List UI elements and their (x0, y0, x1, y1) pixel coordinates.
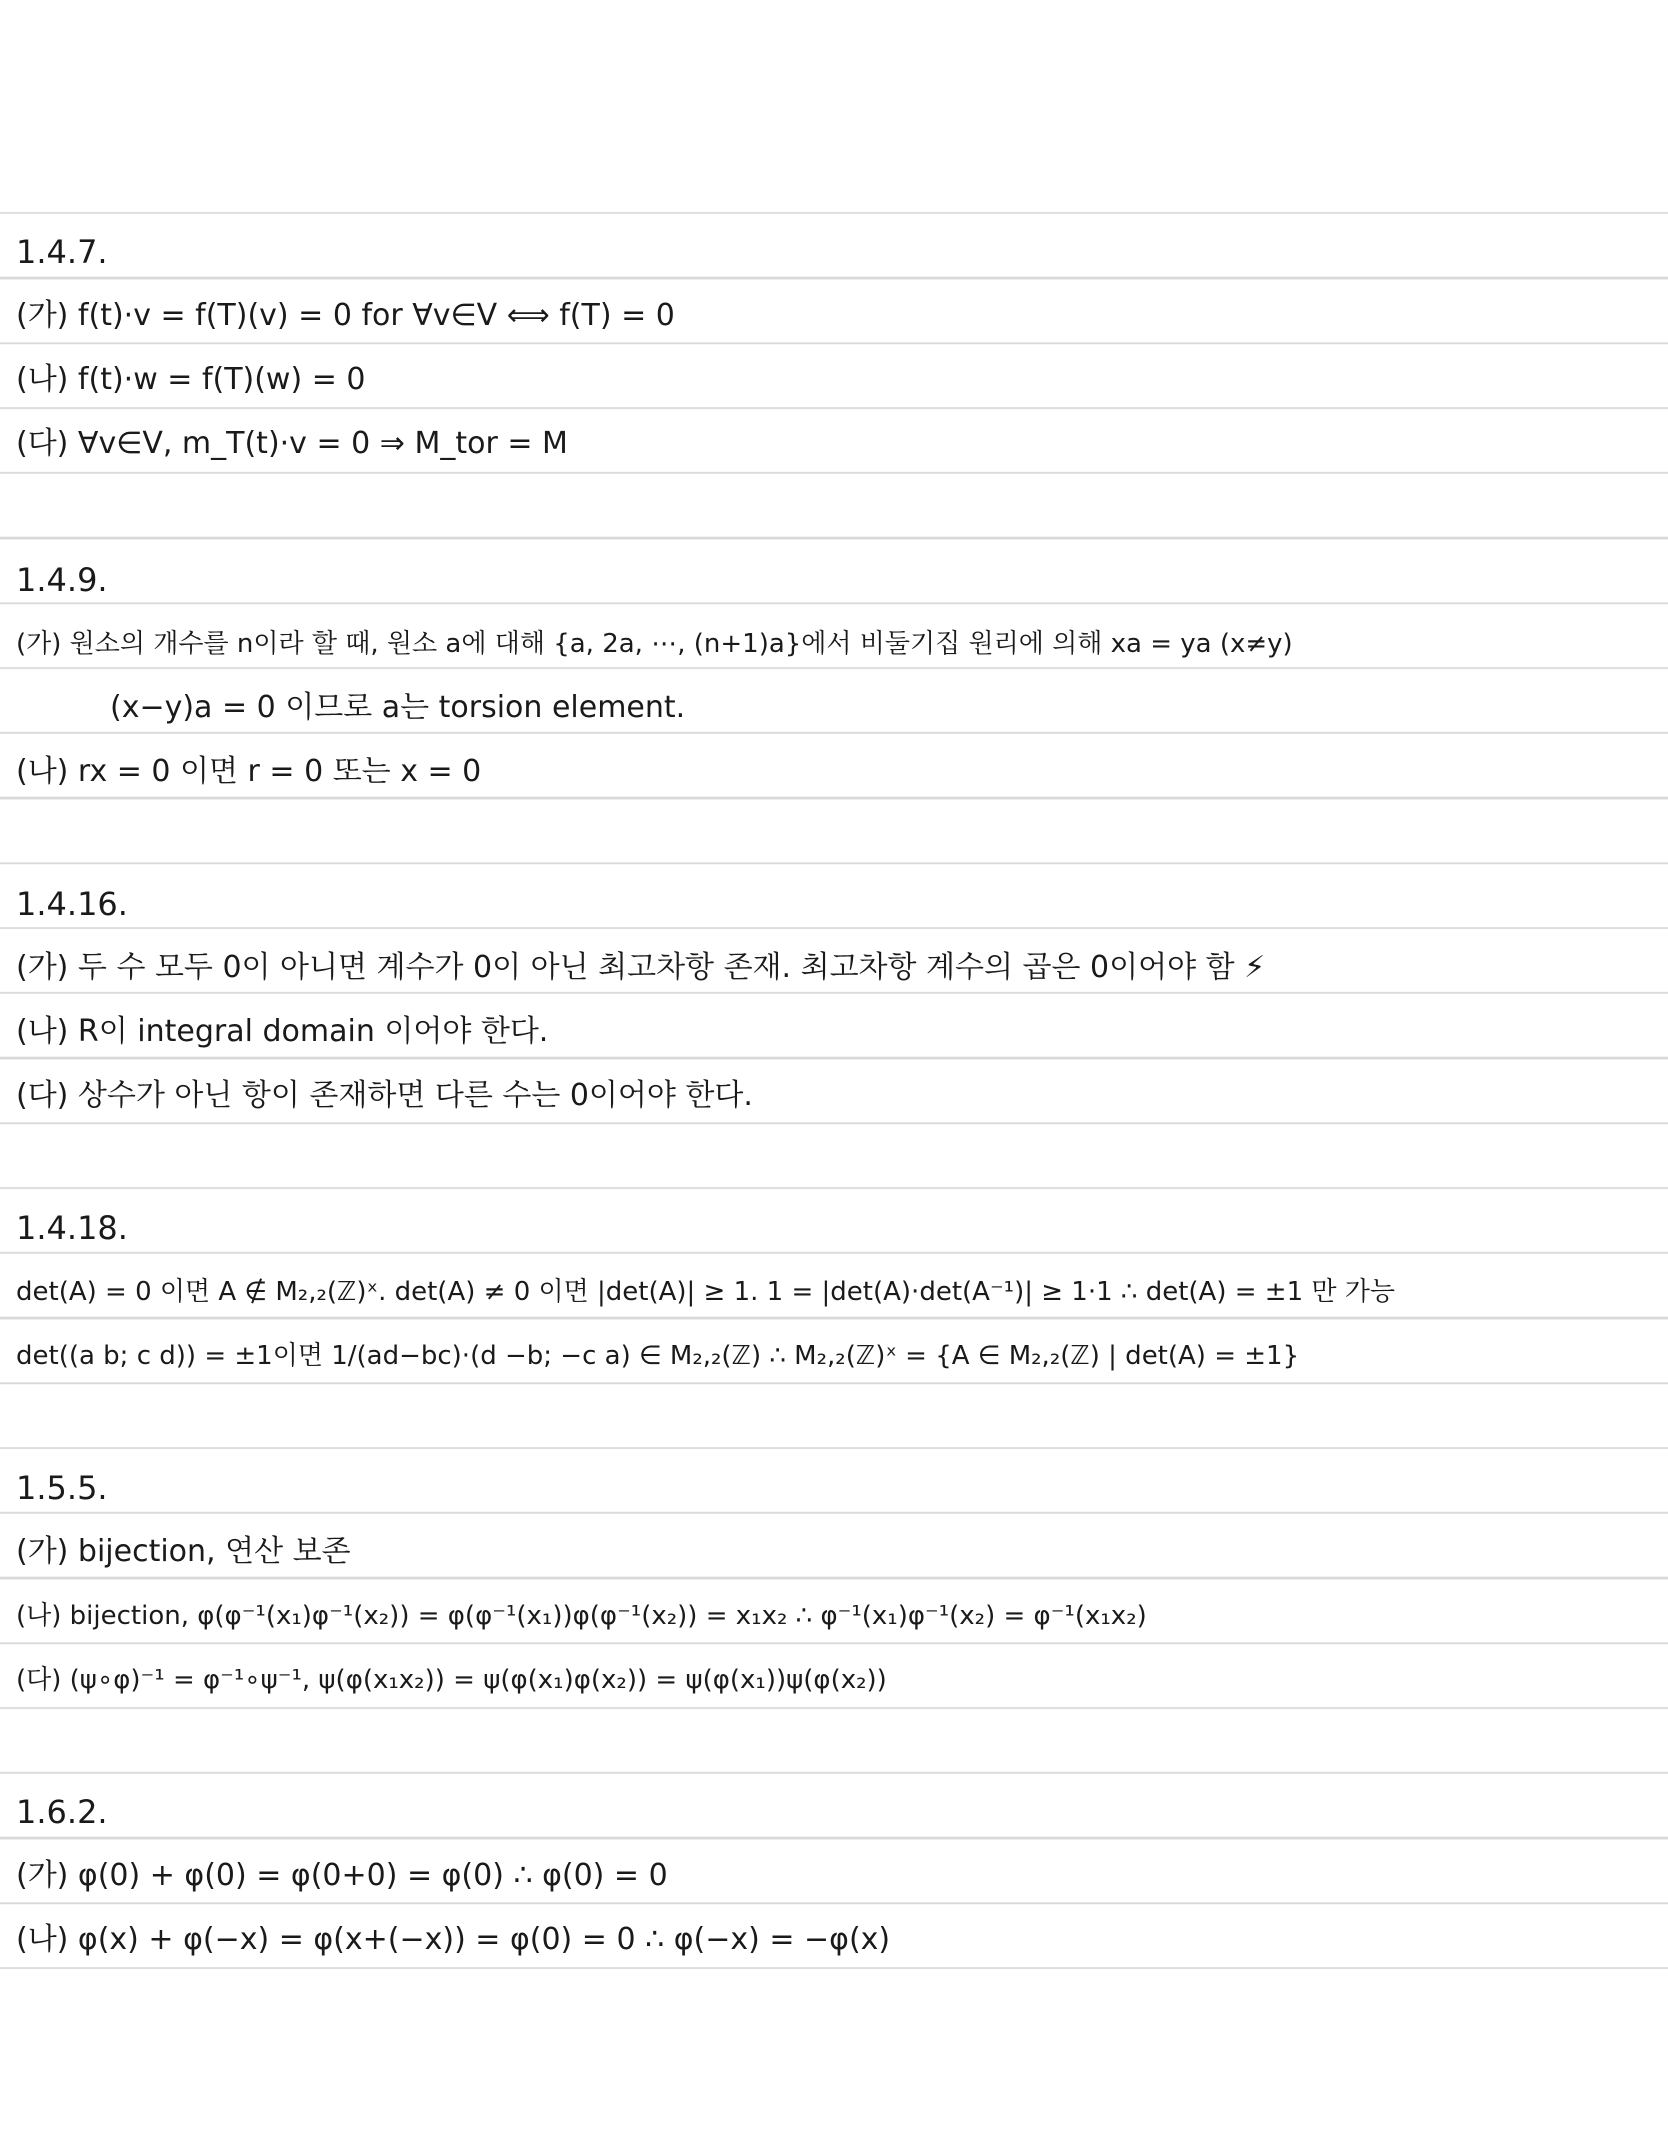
answer-line: (x−y)a = 0 이므로 a는 torsion element. (110, 690, 686, 725)
section-heading-1-4-7: 1.4.7. (16, 233, 108, 271)
answer-line: det((a b; c d)) = ±1이면 1/(ad−bc)·(d −b; −c a) ∈ M₂,₂(ℤ) ∴ M₂,₂(ℤ)ˣ = {A ∈ M₂,₂(ℤ) | det(A) = ±1} (16, 1341, 1300, 1371)
answer-line: (다) 상수가 아닌 항이 존재하면 다른 수는 0이어야 한다. (16, 1078, 753, 1113)
answer-line: (가) φ(0) + φ(0) = φ(0+0) = φ(0) ∴ φ(0) = 0 (16, 1858, 668, 1893)
answer-line: (나) f(t)·w = f(T)(w) = 0 (16, 362, 366, 397)
section-heading-1-6-2: 1.6.2. (16, 1793, 108, 1831)
answer-line: det(A) = 0 이면 A ∉ M₂,₂(ℤ)ˣ. det(A) ≠ 0 이면 |det(A)| ≥ 1. 1 = |det(A)·det(A⁻¹)| ≥ 1·1 ∴ det(A) = ±1 만 가능 (16, 1277, 1396, 1307)
answer-line: (나) φ(x) + φ(−x) = φ(x+(−x)) = φ(0) = 0 ∴ φ(−x) = −φ(x) (16, 1922, 891, 1957)
answer-line: (다) ∀v∈V, m_T(t)·v = 0 ⇒ M_tor = M (16, 426, 568, 461)
answer-line: (나) bijection, φ(φ⁻¹(x₁)φ⁻¹(x₂)) = φ(φ⁻¹(x₁))φ(φ⁻¹(x₂)) = x₁x₂ ∴ φ⁻¹(x₁)φ⁻¹(x₂) = φ⁻¹(x₁x₂) (16, 1601, 1147, 1631)
section-heading-1-5-5: 1.5.5. (16, 1469, 108, 1507)
section-heading-1-4-16: 1.4.16. (16, 885, 128, 923)
answer-line: (다) (ψ∘φ)⁻¹ = φ⁻¹∘ψ⁻¹, ψ(φ(x₁x₂)) = ψ(φ(x₁)φ(x₂)) = ψ(φ(x₁))ψ(φ(x₂)) (16, 1665, 887, 1695)
section-heading-1-4-18: 1.4.18. (16, 1209, 128, 1247)
section-heading-1-4-9: 1.4.9. (16, 561, 108, 599)
answer-line: (가) 원소의 개수를 n이라 할 때, 원소 a에 대해 {a, 2a, ⋯, (n+1)a}에서 비둘기집 원리에 의해 xa = ya (x≠y) (16, 629, 1293, 659)
answer-line: (나) rx = 0 이면 r = 0 또는 x = 0 (16, 754, 482, 789)
answer-line: (가) f(t)·v = f(T)(v) = 0 for ∀v∈V ⟺ f(T) = 0 (16, 298, 675, 333)
answer-line: (가) bijection, 연산 보존 (16, 1534, 351, 1569)
answer-line: (가) 두 수 모두 0이 아니면 계수가 0이 아닌 최고차항 존재. 최고차항 계수의 곱은 0이어야 함 ⚡ (16, 950, 1266, 985)
answer-line: (나) R이 integral domain 이어야 한다. (16, 1014, 549, 1049)
